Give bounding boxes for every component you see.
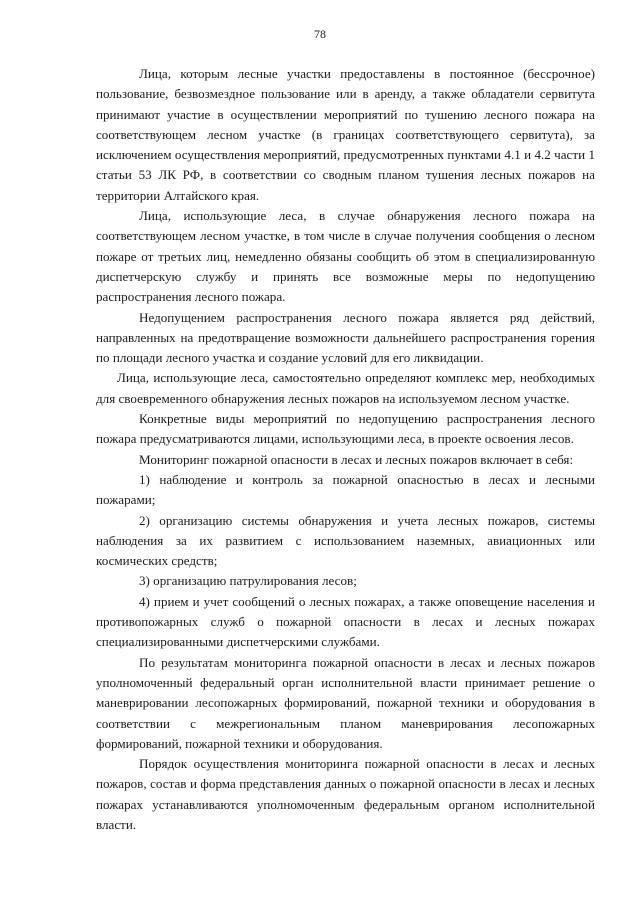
list-item-monitoring-3: 3) организацию патрулирования лесов; <box>139 573 357 589</box>
paragraph-monitoring-intro: Мониторинг пожарной опасности в лесах и лесных пожаров включает в себя: <box>139 451 574 467</box>
paragraph-monitoring-procedure: Порядок осуществления мониторинга пожарной опасности в лесах и лесных пожаров, состав и форма представления данных о пожарной опасности в лесах и лесных пожарах устанавливаются уполномоченным федеральным органом исполнительной власти. <box>96 756 595 832</box>
document-body <box>96 64 595 835</box>
paragraph-specific-measures: Конкретные виды мероприятий по недопущению распространения лесного пожара предусматриваются лицами, использующими леса, в проекте освоения лесов. <box>96 411 595 447</box>
paragraph-detection-measures: Лица, использующие леса, самостоятельно определяют комплекс мер, необходимых для своевременного обнаружения лесных пожаров на используемом лесном участке. <box>96 370 595 406</box>
paragraph-monitoring-results: По результатам мониторинга пожарной опасности в лесах и лесных пожаров уполномоченный федеральный орган исполнительной власти принимает решение о маневрировании лесопожарных формирований, пожарной техники и оборудования в соответствии с межрегиональным планом маневрирования лесопожарных формирований, пожарной техники и оборудования. <box>96 654 595 751</box>
list-item-monitoring-4: 4) прием и учет сообщений о лесных пожарах, а также оповещение населения и противопожарных служб о пожарной опасности в лесах и лесных пожарах специализированными диспетчерскими службами. <box>96 593 595 650</box>
page-number: 78 <box>314 27 326 41</box>
paragraph-fire-detection-duty: Лица, использующие леса, в случае обнаружения лесного пожара на соответствующем лесном участке, в том числе в случае получения сообщения о лесном пожаре от третьих лиц, немедленно обязаны сообщить об этом в специализированную диспетчерскую службу и принять все возможные меры по недопущению распространения лесного пожара. <box>96 208 595 305</box>
list-item-monitoring-1: 1) наблюдение и контроль за пожарной опасностью в лесах и лесными пожарами; <box>96 471 595 508</box>
paragraph-spread-prevention-definition: Недопущением распространения лесного пожара является ряд действий, направленных на предотвращение возможности дальнейшего распространения горения по площади лесного участка и создание условий для его ликвидации. <box>96 309 595 366</box>
paragraph-forest-users-participation: Лица, которым лесные участки предоставлены в постоянное (бессрочное) пользование, безвозмездное пользование или в аренду, а также обладатели сервитута принимают участие в осуществлении мероприятий по тушению лесного пожара на соответствующем лесном участке (в границах соответствующего сервитута), за исключением осуществления мероприятий, предусмотренных пунктами 4.1 и 4.2 части 1 статьи 53 ЛК РФ, в соответствии со сводным планом тушения лесных пожаров на территории Алтайского края. <box>96 66 595 203</box>
list-item-monitoring-2: 2) организацию системы обнаружения и учета лесных пожаров, системы наблюдения за их развитием с использованием наземных, авиационных или космических средств; <box>96 512 595 569</box>
